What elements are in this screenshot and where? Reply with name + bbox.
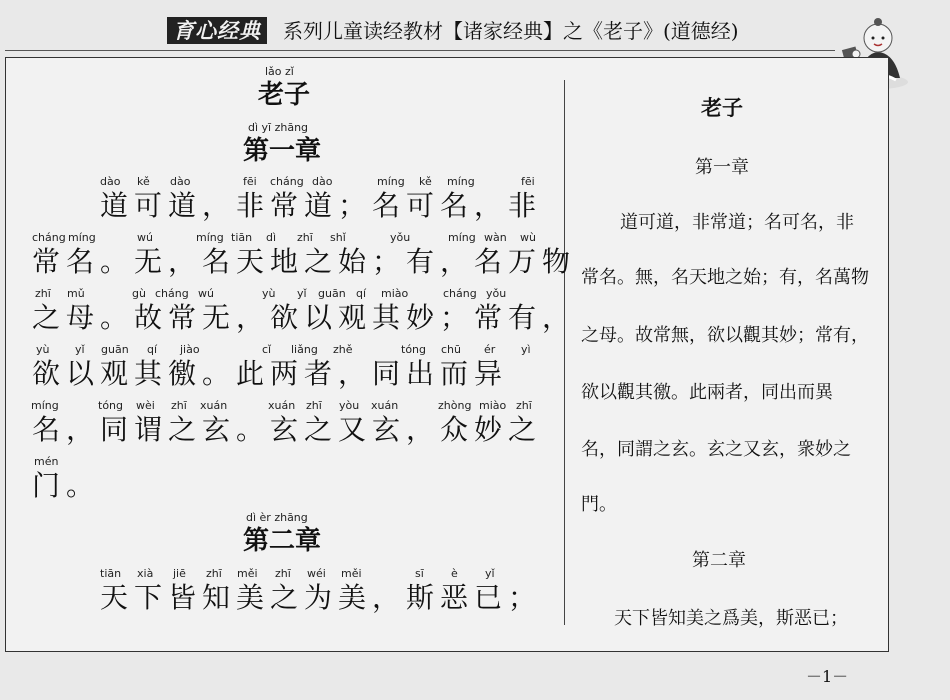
pinyin-char: tóng xyxy=(98,399,123,412)
pinyin-char: míng xyxy=(448,231,476,244)
pinyin-char: guān xyxy=(101,343,129,356)
text-line: 之母。故常无，欲以观其妙；常有， xyxy=(32,301,577,334)
right-text-line: 道可道，非常道；名可名，非 xyxy=(620,212,854,233)
pinyin-char: xià xyxy=(137,567,154,580)
pinyin-char: wú xyxy=(198,287,214,300)
right-chapter2-heading: 第二章 xyxy=(692,550,746,571)
pinyin-char: qí xyxy=(356,287,367,300)
right-text-line: 門。 xyxy=(581,494,617,515)
pinyin-char: cǐ xyxy=(262,343,272,356)
pinyin-char: zhòng xyxy=(438,399,472,412)
chapter1-pinyin: dì yī zhāng xyxy=(248,121,309,134)
pinyin-char: yǐ xyxy=(485,567,495,580)
title-pinyin: lǎo zǐ xyxy=(265,65,294,78)
pinyin-char: míng xyxy=(377,175,405,188)
pinyin-char: jiē xyxy=(173,567,186,580)
pinyin-char: yǒu xyxy=(486,287,507,300)
left-chapter1-heading: 第一章 xyxy=(243,136,322,166)
pinyin-char: wéi xyxy=(307,567,326,580)
pinyin-char: yì xyxy=(521,343,531,356)
pinyin-char: wàn xyxy=(484,231,507,244)
pinyin-char: yǒu xyxy=(390,231,411,244)
pinyin-char: mén xyxy=(34,455,59,468)
pinyin-char: ér xyxy=(484,343,496,356)
pinyin-char: zhī xyxy=(275,567,291,580)
text-line: 道可道，非常道；名可名，非 xyxy=(100,189,543,222)
pinyin-char: cháng xyxy=(270,175,304,188)
left-title: 老子 xyxy=(258,80,311,110)
page-number: －1－ xyxy=(806,667,849,686)
pinyin-char: tiān xyxy=(231,231,253,244)
pinyin-char: zhī xyxy=(171,399,187,412)
pinyin-char: cháng xyxy=(443,287,477,300)
pinyin-char: yǐ xyxy=(75,343,85,356)
pinyin-char: cháng xyxy=(32,231,66,244)
text-line: 常名。无，名天地之始；有，名万物 xyxy=(32,245,577,278)
pinyin-char: wú xyxy=(137,231,153,244)
right-chapter1-heading: 第一章 xyxy=(695,157,749,178)
pinyin-char: zhě xyxy=(333,343,353,356)
pinyin-char: míng xyxy=(196,231,224,244)
pinyin-char: mǔ xyxy=(67,287,85,300)
pinyin-char: zhī xyxy=(297,231,313,244)
pinyin-char: xuán xyxy=(371,399,399,412)
pinyin-char: miào xyxy=(381,287,409,300)
pinyin-char: xuán xyxy=(268,399,296,412)
pinyin-char: měi xyxy=(237,567,258,580)
pinyin-char: sī xyxy=(415,567,424,580)
pinyin-char: míng xyxy=(68,231,96,244)
brand-logo-text: 育心经典 xyxy=(167,17,267,44)
pinyin-char: tiān xyxy=(100,567,122,580)
pinyin-char: míng xyxy=(447,175,475,188)
series-title: 系列儿童读经教材【诸家经典】之《老子》(道德经) xyxy=(283,19,739,43)
text-line: 门。 xyxy=(32,469,101,502)
right-title: 老子 xyxy=(701,95,743,120)
pinyin-char: dào xyxy=(100,175,121,188)
pinyin-char: jiào xyxy=(180,343,200,356)
column-divider xyxy=(564,80,565,625)
text-line: 欲以观其徼。此两者，同出而异 xyxy=(32,357,509,390)
pinyin-char: chū xyxy=(441,343,461,356)
text-line: 名，同谓之玄。玄之又玄，众妙之 xyxy=(32,413,543,446)
pinyin-char: zhī xyxy=(206,567,222,580)
pinyin-char: qí xyxy=(147,343,158,356)
right-text-line: 常名。無，名天地之始；有，名萬物 xyxy=(581,267,869,288)
pinyin-char: miào xyxy=(479,399,507,412)
pinyin-char: yǐ xyxy=(297,287,307,300)
pinyin-char: míng xyxy=(31,399,59,412)
pinyin-char: zhī xyxy=(306,399,322,412)
text-line: 天下皆知美之为美，斯恶已； xyxy=(100,581,543,614)
pinyin-char: zhī xyxy=(35,287,51,300)
page-header xyxy=(0,0,950,48)
pinyin-char: cháng xyxy=(155,287,189,300)
pinyin-char: dì xyxy=(266,231,277,244)
pinyin-char: è xyxy=(451,567,458,580)
left-chapter2-heading: 第二章 xyxy=(243,526,322,556)
pinyin-char: fēi xyxy=(243,175,257,188)
pinyin-char: měi xyxy=(341,567,362,580)
pinyin-char: guān xyxy=(318,287,346,300)
right-text-line: 天下皆知美之爲美，斯恶已； xyxy=(614,608,848,629)
pinyin-char: yù xyxy=(36,343,50,356)
pinyin-char: gù xyxy=(132,287,146,300)
right-text-line: 名，同謂之玄。玄之又玄，衆妙之 xyxy=(581,439,851,460)
pinyin-char: kě xyxy=(137,175,150,188)
pinyin-char: xuán xyxy=(200,399,228,412)
right-text-line: 欲以觀其徼。此兩者，同出而異 xyxy=(581,382,833,403)
right-text-line: 之母。故常無，欲以觀其妙；常有， xyxy=(581,325,869,346)
header-rule xyxy=(5,50,835,51)
pinyin-char: dào xyxy=(312,175,333,188)
pinyin-char: yòu xyxy=(339,399,360,412)
pinyin-char: wù xyxy=(520,231,536,244)
pinyin-char: fēi xyxy=(521,175,535,188)
pinyin-char: yù xyxy=(262,287,276,300)
chapter2-pinyin: dì èr zhāng xyxy=(246,511,308,524)
pinyin-char: wèi xyxy=(136,399,155,412)
pinyin-char: shǐ xyxy=(330,231,346,244)
pinyin-char: dào xyxy=(170,175,191,188)
pinyin-char: kě xyxy=(419,175,432,188)
pinyin-char: tóng xyxy=(401,343,426,356)
pinyin-char: liǎng xyxy=(291,343,318,356)
pinyin-char: zhī xyxy=(516,399,532,412)
